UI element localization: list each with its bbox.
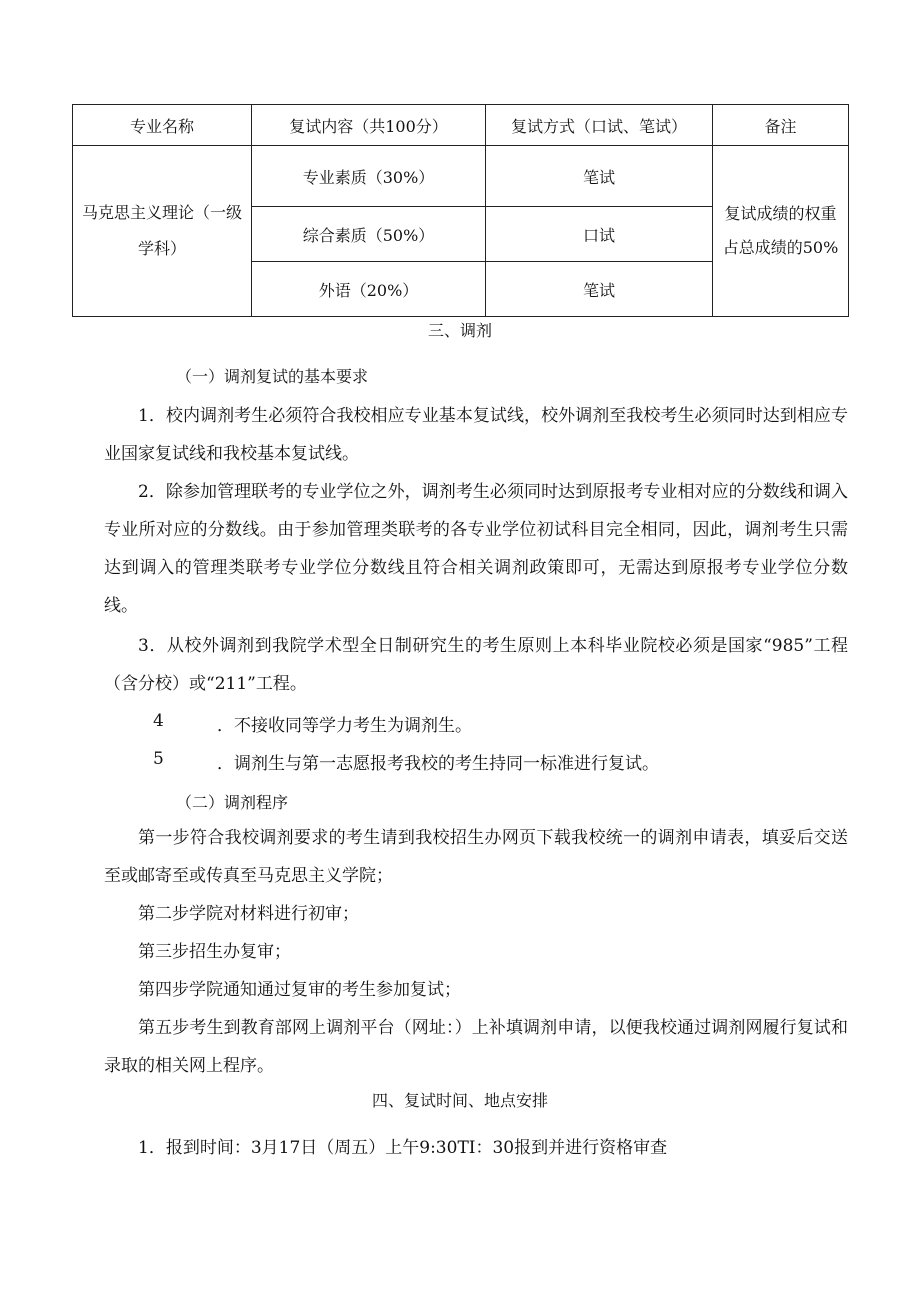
- header-note: 备注: [713, 105, 849, 146]
- step-5: 第五步考生到教育部网上调剂平台（网址：）上补填调剂申请，以便我校通过调剂网履行复试和录取的相关网上程序。: [104, 1018, 848, 1076]
- paragraph-requirement-2: 2．除参加管理联考的专业学位之外，调剂考生必须同时达到原报考专业相对应的分数线和调入专业所对应的分数线。由于参加管理类联考的各专业学位初试科目完全相同，因此，调剂考生只需达到调入的管理类联考专业学位分数线且符合相关调剂政策即可，无需达到原报考专业学位分数线。: [104, 482, 848, 616]
- section-title-schedule: 四、复试时间、地点安排: [371, 1091, 548, 1110]
- requirement-5-text: ．调剂生与第一志愿报考我校的考生持同一标准进行复试。: [217, 754, 659, 774]
- subsection-title-procedure: （二）调剂程序: [176, 793, 289, 812]
- note-cell: [713, 146, 849, 317]
- header-method: 复试方式（口试、笔试）: [486, 105, 713, 146]
- section-title-adjustment: 三、调剂: [427, 321, 492, 340]
- table-row: [73, 146, 849, 207]
- method-cell: 笔试: [486, 146, 713, 207]
- step-3: 第三步招生办复审；: [138, 942, 291, 962]
- requirement-4-number: 4: [153, 711, 164, 731]
- major-name-cell: [73, 146, 252, 317]
- step-2: 第二步学院对材料进行初审；: [138, 904, 359, 924]
- content-cell: 专业素质（30%）: [252, 146, 486, 207]
- content-cell: 综合素质（50%）: [252, 207, 486, 262]
- paragraph-requirement-1: 1．校内调剂考生必须符合我校相应专业基本复试线，校外调剂至我校考生必须同时达到相应专业国家复试线和我校基本复试线。: [104, 406, 848, 464]
- paragraph-requirement-3: 3．从校外调剂到我院学术型全日制研究生的考生原则上本科毕业院校必须是国家“985”工程（含分校）或“211”工程。: [104, 636, 848, 694]
- step-1: 第一步符合我校调剂要求的考生请到我校招生办网页下载我校统一的调剂申请表，填妥后交送至或邮寄至或传真至马克思主义学院；: [104, 828, 848, 886]
- subsection-title-requirements: （一）调剂复试的基本要求: [176, 367, 369, 386]
- score-table: [72, 104, 849, 317]
- content-cell: 外语（20%）: [252, 262, 486, 317]
- step-4: 第四步学院通知通过复审的考生参加复试；: [138, 980, 461, 1000]
- table-header-row: [73, 105, 849, 146]
- requirement-5-number: 5: [153, 749, 164, 769]
- note-text: 复试成绩的权重占总成绩的50%: [722, 204, 839, 257]
- method-cell: 口试: [486, 207, 713, 262]
- schedule-item-1: 1．报到时间：3月17日（周五）上午9:30TI：30报到并进行资格审查: [138, 1138, 668, 1158]
- header-major: 专业名称: [73, 105, 252, 146]
- requirement-4-text: ．不接收同等学力考生为调剂生。: [217, 716, 472, 736]
- header-content: 复试内容（共100分）: [252, 105, 486, 146]
- major-name: 马克思主义理论（一级学科）: [81, 203, 242, 258]
- method-cell: 笔试: [486, 262, 713, 317]
